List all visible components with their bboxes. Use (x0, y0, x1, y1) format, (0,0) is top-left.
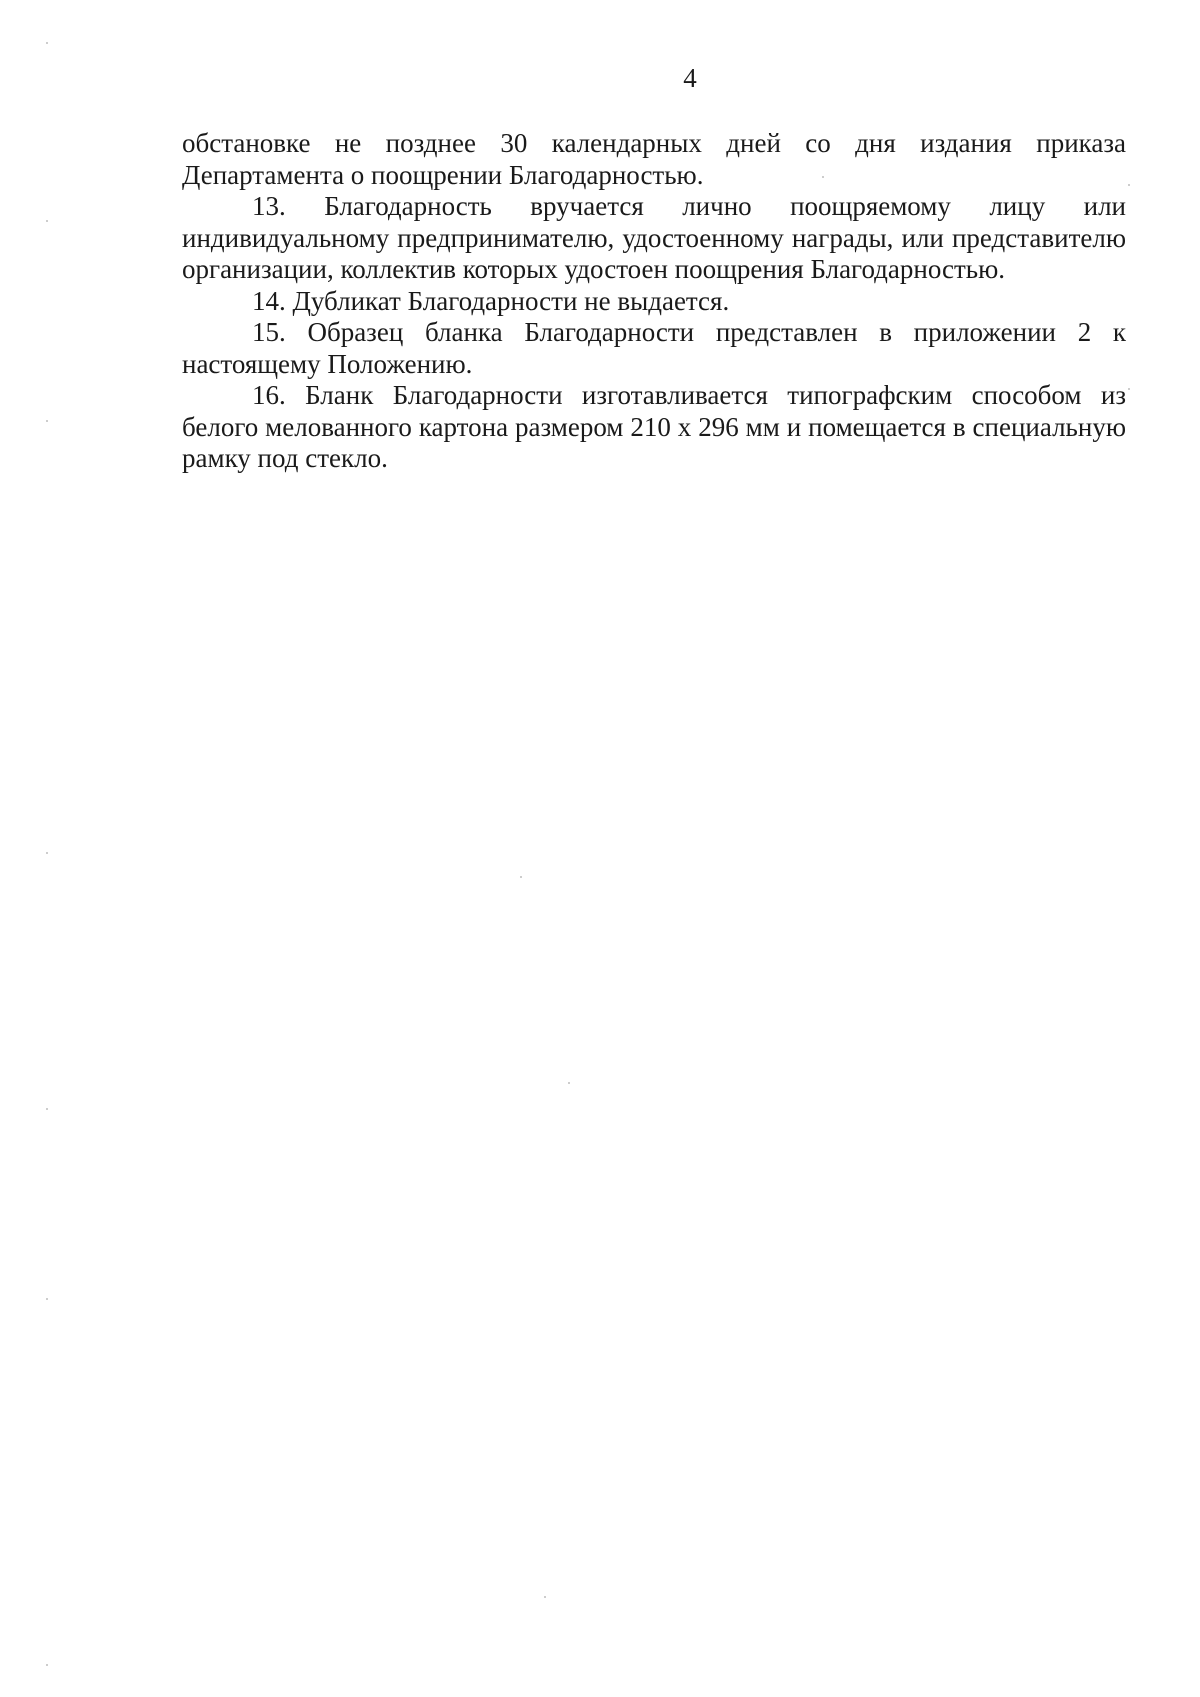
item-number: 15. (252, 317, 286, 347)
list-item-14 (182, 286, 1126, 318)
scan-speck (568, 1082, 570, 1084)
item-text: Образец бланка Благодарности представлен в приложении 2 к настоящему Положению. (182, 317, 1127, 379)
scan-speck (46, 42, 48, 44)
item-text: Благодарность вручается лично поощряемому лицу или индивидуальному предпринимателю, удостоенному награды, или представителю организации, коллектив которых удостоен поощрения Благодарностью. (182, 191, 1126, 284)
scan-speck (46, 1108, 48, 1110)
scan-speck (46, 1298, 48, 1300)
scan-speck (544, 1596, 546, 1598)
document-body (182, 128, 1126, 475)
scan-speck (520, 876, 522, 878)
list-item-15 (182, 317, 1126, 380)
scan-speck (46, 1664, 48, 1666)
item-number: 13. (252, 191, 286, 221)
scan-speck (1128, 184, 1130, 186)
scan-speck (46, 852, 48, 854)
item-number: 16. (252, 380, 286, 410)
scan-speck (1128, 388, 1130, 390)
list-item-16 (182, 380, 1126, 475)
item-number: 14. (252, 285, 286, 316)
intro-paragraph: обстановке не позднее 30 календарных дней со дня издания приказа Департамента о поощрении Благодарностью. (182, 128, 1126, 190)
list-item-13 (182, 191, 1126, 286)
scan-speck (822, 176, 824, 178)
page-number: 4 (683, 63, 697, 93)
scan-speck (46, 420, 48, 422)
item-text: Бланк Благодарности изготавливается типографским способом из белого мелованного картона размером 210 х 296 мм и помещается в специальную рамку под стекло. (182, 380, 1127, 473)
scan-speck (46, 220, 48, 222)
item-text: Дубликат Благодарности не выдается. (292, 285, 730, 316)
